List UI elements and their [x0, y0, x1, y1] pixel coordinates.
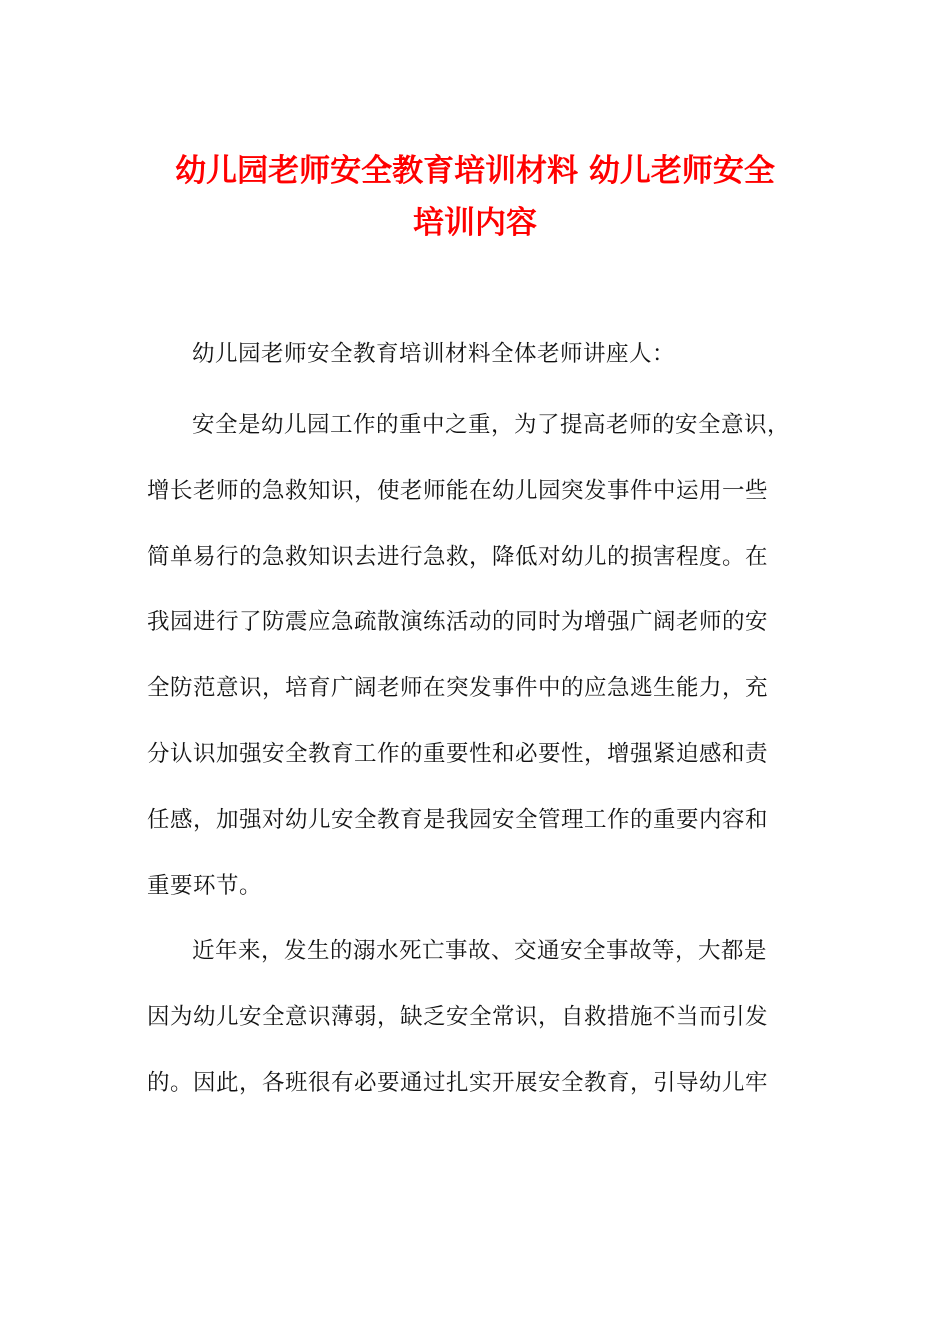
paragraph2-line: 因为幼儿安全意识薄弱，缺乏安全常识，自救措施不当而引发 [147, 1004, 769, 1031]
paragraph1-line: 简单易行的急救知识去进行急救，降低对幼儿的损害程度。在 [147, 543, 769, 570]
paragraph1-line: 安全是幼儿园工作的重中之重，为了提高老师的安全意识， [192, 412, 791, 438]
title-line-1: 幼儿园老师安全教育培训材料 幼儿老师安全 [175, 153, 775, 189]
body-paragraphs [147, 393, 797, 1117]
paragraph2-line: 近年来，发生的溺水死亡事故、交通安全事故等，大都是 [192, 938, 768, 965]
paragraph1-line: 全防范意识，培育广阔老师在突发事件中的应急逃生能力，充 [147, 675, 769, 702]
paragraph1-line: 任感，加强对幼儿安全教育是我园安全管理工作的重要内容和 [147, 806, 769, 833]
paragraph1-line: 我园进行了防震应急疏散演练活动的同时为增强广阔老师的安 [147, 609, 769, 636]
paragraph1-line: 分认识加强安全教育工作的重要性和必要性，增强紧迫感和责 [147, 740, 769, 767]
paragraph1-line: 重要环节。 [147, 872, 263, 899]
paragraph1-line: 增长老师的急救知识，使老师能在幼儿园突发事件中运用一些 [147, 477, 769, 504]
title-line-2: 培训内容 [413, 205, 537, 241]
document-title [100, 145, 850, 249]
intro-paragraph [147, 336, 797, 372]
paragraph2-line: 的。因此，各班很有必要通过扎实开展安全教育，引导幼儿牢 [147, 1069, 769, 1096]
intro-line: 幼儿园老师安全教育培训材料全体老师讲座人： [192, 341, 676, 367]
